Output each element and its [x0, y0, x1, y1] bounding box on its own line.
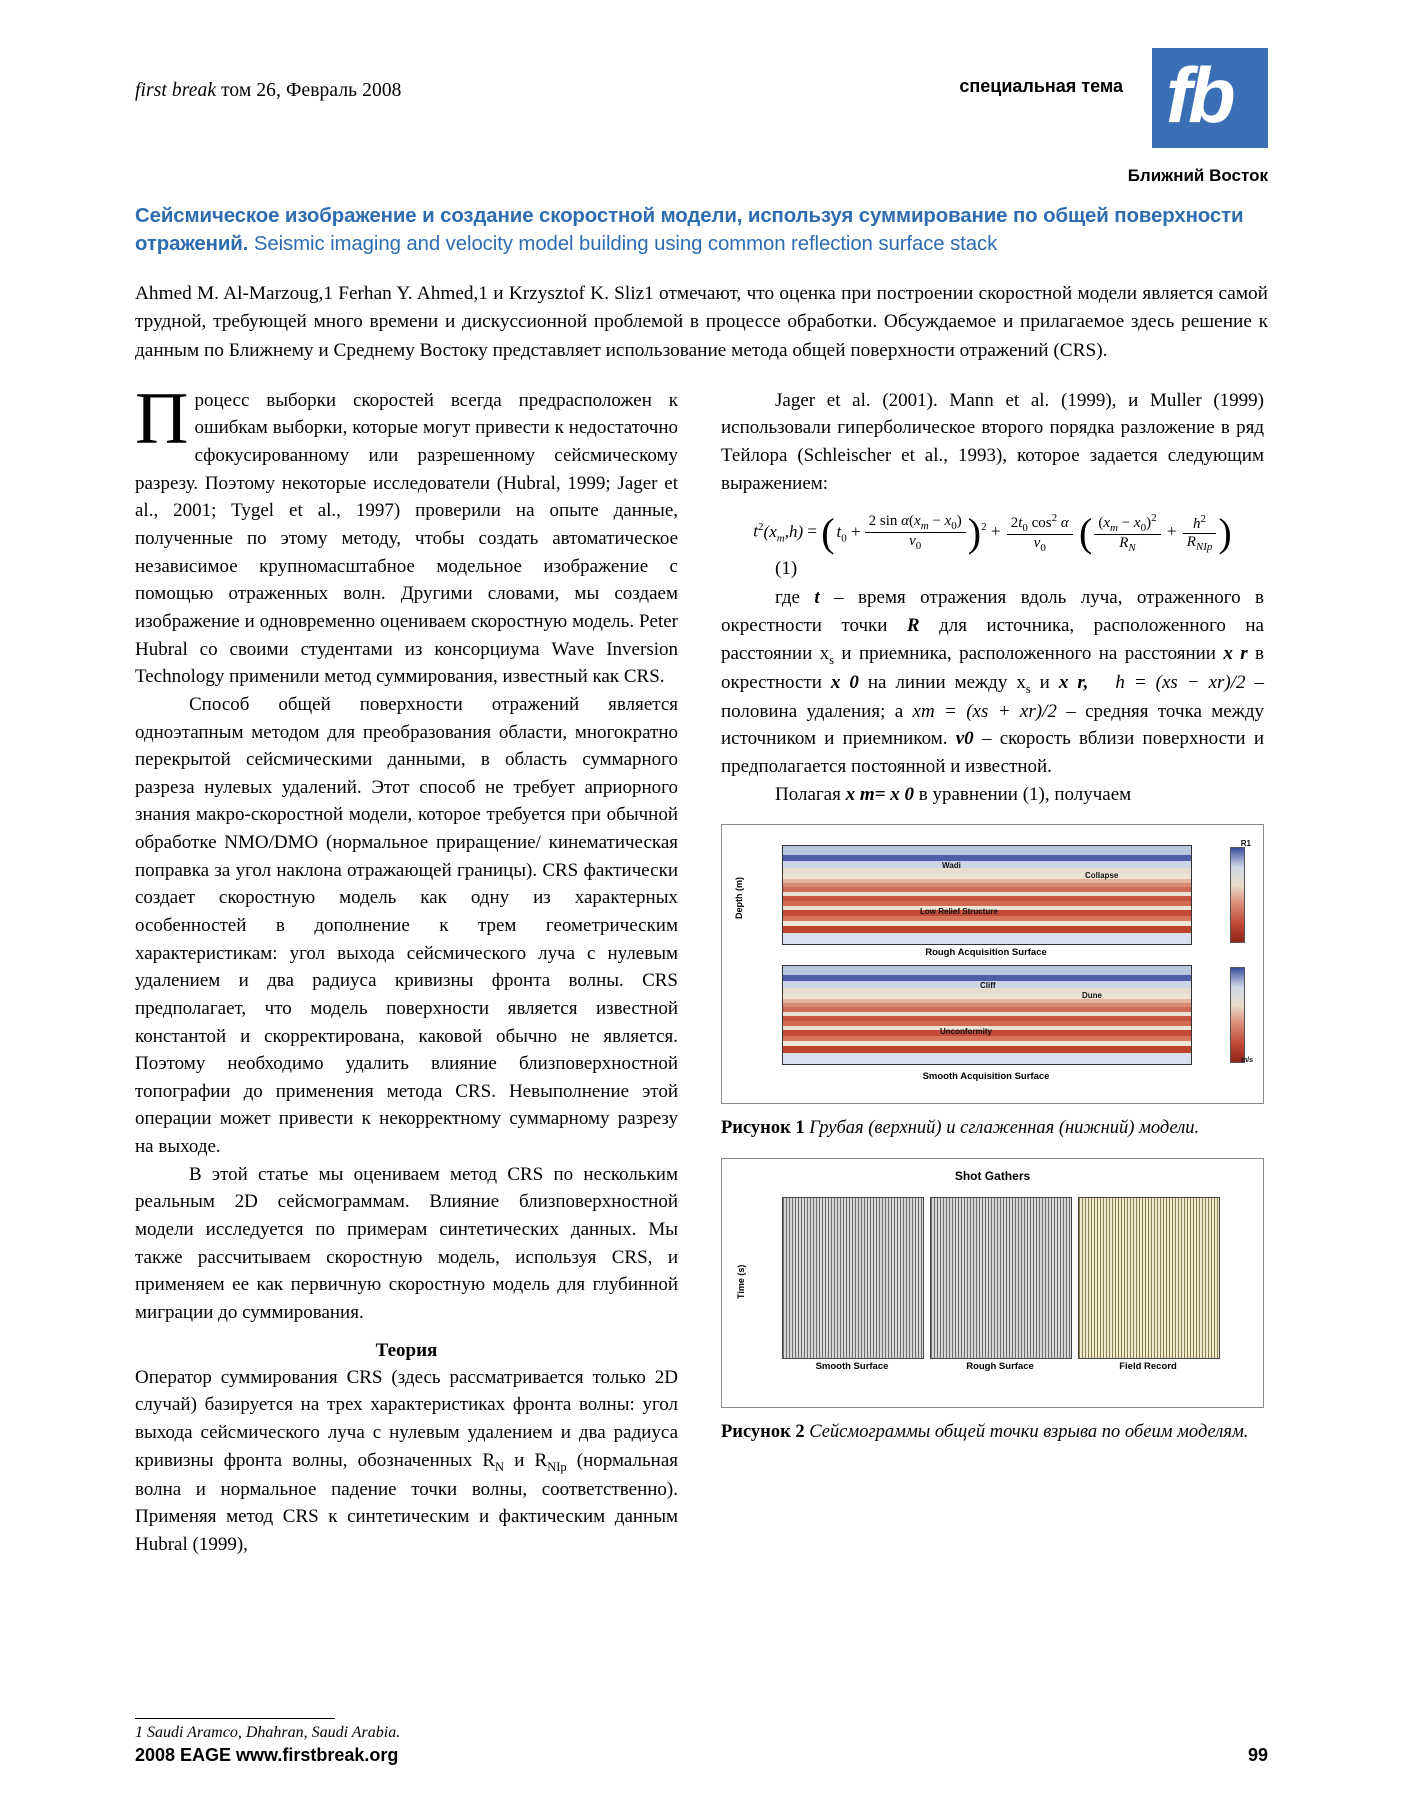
figure-2-title: Shot Gathers: [954, 1169, 1031, 1184]
figure-2-panel-smooth: [782, 1197, 924, 1359]
rp2-R: R: [906, 615, 920, 637]
figure-1-caption-text: Грубая (верхний) и сглаженная (нижний) модели.: [804, 1118, 1200, 1139]
figure-1-top-caption: Rough Acquisition Surface: [925, 947, 1047, 959]
right-paragraph-3: [721, 781, 1264, 809]
region-label: Ближний Восток: [1127, 166, 1268, 185]
logo-bar: [1152, 148, 1268, 156]
rp2-b: – время отражения вдоль луча, отраженного в окрестности точки: [721, 587, 1264, 637]
rp3-b: в уравнении (1), получаем: [913, 783, 1132, 805]
abstract: Ahmed M. Al-Marzoug,1 Ferhan Y. Ahmed,1 и Krzysztof K. Sliz1 отмечают, что оценка при построении скоростной модели является самой трудной, требующей много времени и дискуссионной проблемой в процессе обработки. Обсуждаемое и прилагаемое здесь решение к данным по Ближнему и Среднему Востоку представляет использование метода общей поверхности отражений (CRS).: [135, 283, 1268, 361]
figure-1-label-wadi: Wadi: [942, 861, 961, 871]
right-column: [721, 387, 1264, 1559]
figure-2-caption: [721, 1420, 1264, 1446]
drop-cap: П: [135, 377, 189, 460]
figure-1-marker-r1: R1: [1240, 839, 1251, 849]
journal-issue: том 26, Февраль 2008: [216, 80, 402, 101]
title-en: Seismic imaging and velocity model building using common reflection surface stack: [253, 233, 998, 256]
left-column: [135, 377, 678, 1559]
figure-1-caption: [721, 1116, 1264, 1142]
figure-1-label-low-relief: Low Relief Structure: [920, 907, 998, 917]
rp2-t: t: [814, 587, 820, 609]
body-columns: [135, 377, 1268, 1559]
paragraph-3: В этой статье мы оцениваем метод CRS по нескольким реальным 2D сейсмограммам. Влияние близповерхностной модели исследуется по примерам синтетических данных. Мы также рассчитываем скоростную модель, используя CRS, и применяем ее как первичную скоростную модель для глубинной миграции до суммирования.: [135, 1163, 678, 1323]
equation-1-expression: $t^2(x_m,h)$ = ( $t_0$ + $\frac{2 \sin \alpha(x_m - x_0)}{v_0}$ )$^2$ + $\frac{2t_0 \cos^2 \alpha}{v_0}$ ( $\frac{(x_m - x_0)^2}{R_N}$ + $\frac{h^2}{R_{NIp}}$ ): [753, 510, 1232, 556]
figure-1-colorbar-unit: m/s: [1240, 1057, 1253, 1065]
rp2-g: и: [1030, 671, 1059, 693]
rp2-i: – половина удаления; а: [721, 671, 1265, 722]
page-number: 99: [1247, 1745, 1268, 1765]
figure-2-panel-rough: [930, 1197, 1072, 1359]
rp2-x0: x 0: [830, 671, 859, 693]
equation-1-number: (1): [775, 558, 798, 580]
figure-1-caption-label: Рисунок 1: [721, 1118, 805, 1139]
paragraph-1-text: роцесс выборки скоростей всегда предрасположен к ошибкам выборки, которые могут привести к недостаточно сфокусированному или разрешенному сейсмическому разрезу. Поэтому некоторые исследователи (Hubral, 1999; Jager et al., 2001; Tygel et al., 1997) проверили на опыте данные, полученные по этому методу, чтобы создать автоматическое независимое крупномасштабное модельное изображение с помощью отраженных волн. Другими словами, мы создаем изображение и одновременно оцениваем скоростную модель. Peter Hubral со своими студентами из консорциума Wave Inversion Technology применили метод суммирования, известный как CRS.: [135, 389, 678, 688]
figure-1-smooth-model-panel: [782, 965, 1192, 1065]
special-topic-label: специальная тема: [959, 76, 1123, 96]
figure-1-label-dune: Dune: [1082, 991, 1102, 1001]
figure-2-caption-text: Сейсмограммы общей точки взрыва по обеим моделям.: [804, 1422, 1249, 1443]
page-footer: [135, 1718, 1268, 1766]
rp2-k: – скорость вблизи поверхности и предполагается постоянной и известной.: [721, 728, 1264, 777]
journal-title: [135, 80, 402, 102]
subscript-nip: NIp: [547, 1459, 567, 1474]
figure-2-label-smooth: Smooth Surface: [815, 1361, 889, 1373]
title-ru: Сейсмическое изображение и создание скоростной модели, используя суммирование по общей поверхности отражений.: [135, 205, 1244, 256]
figure-1-rough-model-panel: [782, 845, 1192, 945]
figure-1-label-collapse: Collapse: [1085, 871, 1119, 881]
firstbreak-logo: [1152, 48, 1268, 156]
equation-1: [721, 509, 1264, 580]
paragraph-4: [135, 1364, 678, 1559]
rp2-xr2: x r,: [1058, 671, 1089, 693]
paragraph-2: Способ общей поверхности отражений является одноэтапным методом для преобразования области, многократно перекрытой сейсмическими данными, в область суммарного разреза нулевых удалений. Этот способ не требует априорного знания макро-скоростной модели, которое требуется при обычной обработке NMO/DMO (нормальное приращение/ кинематическая поправка за угол наклона отражающей границы). CRS фактически создает скоростную модель как одну из характерных особенностей в дополнение к трем геометрическим характеристикам: угол выхода сейсмического луча с нулевым удалением и два радиуса кривизны фронта волны. CRS предполагает, что модель поверхности является известной константой и скорректирована, каковой обычно не является. Поэтому необходимо удалить влияние близповерхностной топографии до применения метода CRS. Невыполнение этой операции может привести к некорректному суммарному разрезу на выходе.: [135, 693, 678, 1158]
figure-1-colorbar-bottom: [1230, 967, 1245, 1063]
rp2-s: s: [829, 652, 834, 667]
page-title: [135, 202, 1268, 258]
figure-1-bottom-caption: Smooth Acquisition Surface: [922, 1071, 1050, 1083]
journal-name: first break: [135, 80, 217, 101]
figure-2-caption-label: Рисунок 2: [721, 1422, 805, 1443]
rp2-xr: x r: [1223, 642, 1248, 664]
paragraph-4a: Оператор суммирования CRS (здесь рассматривается только 2D случай) базируется на трех характеристиках фронта волны: угол выхода сейсмического луча с нулевым удалением и два радиуса кривизны фронта волны, обозначенных R: [135, 1366, 678, 1471]
rp2-s2: s: [1025, 681, 1031, 696]
figure-2-panel-field: [1078, 1197, 1220, 1359]
right-paragraph-2: [721, 584, 1264, 780]
rp2-j: – средняя точка между источником и приемником.: [721, 700, 1264, 750]
rp2-a: где: [775, 587, 815, 609]
section-heading-theory: Теория: [375, 1339, 438, 1361]
right-paragraph-1: Jager et al. (2001). Mann et al. (1999), и Muller (1999) использовали гиперболическое второго порядка разложение в ряд Тейлора (Schleischer et al., 1993), которое задается следующим выражением:: [721, 389, 1264, 494]
figure-2: [721, 1158, 1264, 1408]
figure-1-colorbar-top: [1230, 847, 1245, 943]
footnote-affiliation: 1 Saudi Aramco, Dhahran, Saudi Arabia.: [135, 1724, 401, 1741]
rp2-xm: xm = (xs + xr)/2: [912, 700, 1057, 722]
figure-1-y-axis-label: Depth (m): [734, 877, 744, 920]
figure-1: [721, 824, 1264, 1104]
figure-1-graphic: [730, 833, 1255, 1095]
logo-text: fb: [1166, 51, 1232, 139]
copyright-line: 2008 EAGE www.firstbreak.org: [135, 1745, 399, 1765]
subscript-n: N: [495, 1459, 505, 1474]
footnote-rule: [135, 1718, 335, 1719]
figure-2-graphic: [730, 1169, 1255, 1399]
paragraph-4b: и R: [504, 1449, 548, 1471]
figure-1-label-cliff: Cliff: [980, 981, 996, 991]
rp3-eq: x m= x 0: [845, 783, 914, 805]
rp2-c: для источника, расположенного на расстоянии x: [721, 615, 1264, 664]
figure-1-label-unconformity: Unconformity: [940, 1027, 992, 1037]
rp2-e: в окрестности: [721, 642, 1264, 693]
rp2-f: на линии между x: [858, 671, 1026, 693]
page-header: [135, 48, 1268, 185]
paragraph-1: [135, 377, 678, 691]
figure-2-label-field: Field Record: [1119, 1361, 1177, 1373]
rp2-h: h = (xs − xr)/2: [1115, 671, 1246, 693]
rp2-d: и приемника, расположенного на расстоянии: [834, 642, 1224, 664]
figure-2-label-rough: Rough Surface: [966, 1361, 1034, 1373]
rp3-a: Полагая: [775, 783, 846, 805]
paragraph-4c: (нормальная волна и нормальное падение точки волны, соответственно). Применяя метод CRS к синтетическим и фактическим данным Hubral (1999),: [135, 1449, 678, 1555]
rp2-v0: v0: [955, 728, 974, 750]
figure-2-y-axis-label: Time (s): [736, 1264, 746, 1300]
